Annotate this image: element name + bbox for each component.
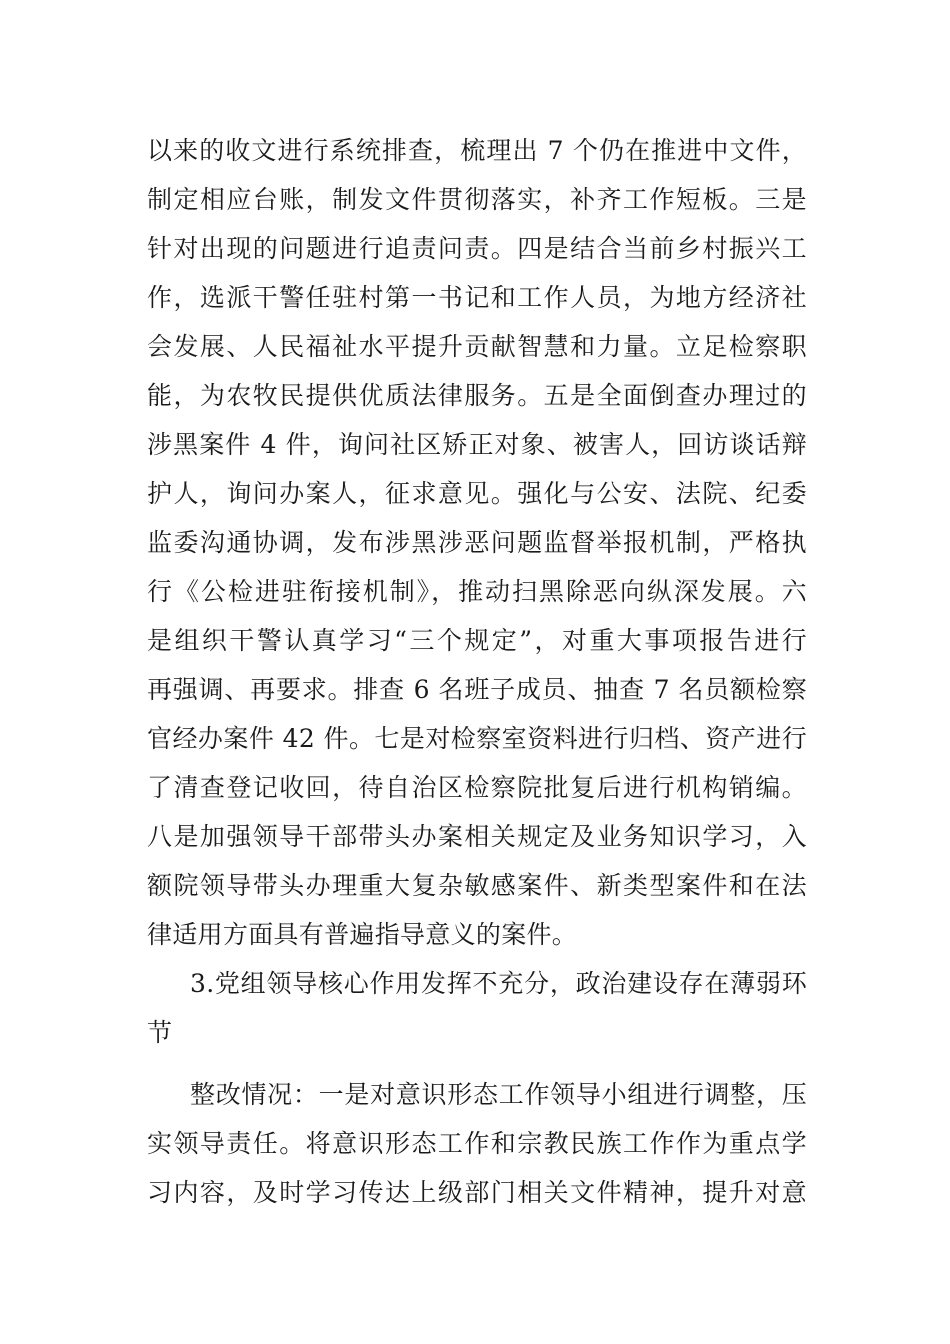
paragraph-line: 监委沟通协调，发布涉黑涉恶问题监督举报机制，严格执 <box>147 528 807 557</box>
paragraph-line: 律适用方面具有普遍指导意义的案件。 <box>147 920 578 949</box>
paragraph-line: 作，选派干警任驻村第一书记和工作人员，为地方经济社 <box>147 283 807 312</box>
paragraph-line: 额院领导带头办理重大复杂敏感案件、新类型案件和在法 <box>147 871 807 900</box>
paragraph-line: 涉黑案件 4 件，询问社区矫正对象、被害人，回访谈话辩 <box>147 430 807 459</box>
paragraph-line: 习内容，及时学习传达上级部门相关文件精神，提升对意 <box>147 1178 807 1207</box>
paragraph-line: 八是加强领导干部带头办案相关规定及业务知识学习，入 <box>147 822 807 851</box>
paragraph-line: 再强调、再要求。排查 6 名班子成员、抽查 7 名员额检察 <box>147 675 807 704</box>
paragraph-line: 是组织干警认真学习“三个规定”，对重大事项报告进行 <box>147 626 807 655</box>
paragraph-line: 官经办案件 42 件。七是对检察室资料进行归档、资产进行 <box>147 724 807 753</box>
paragraph-line: 以来的收文进行系统排查，梳理出 7 个仍在推进中文件， <box>147 136 807 165</box>
paragraph-line: 能，为农牧民提供优质法律服务。五是全面倒查办理过的 <box>147 381 807 410</box>
paragraph-line: 了清查登记收回，待自治区检察院批复后进行机构销编。 <box>147 773 807 802</box>
paragraph-line: 实领导责任。将意识形态工作和宗教民族工作作为重点学 <box>147 1129 807 1158</box>
paragraph-line: 护人，询问办案人，征求意见。强化与公安、法院、纪委 <box>147 479 807 508</box>
paragraph-line: 制定相应台账，制发文件贯彻落实，补齐工作短板。三是 <box>147 185 807 214</box>
paragraph-line: 行《公检进驻衔接机制》，推动扫黑除恶向纵深发展。六 <box>147 577 807 606</box>
paragraph-line: 会发展、人民福祉水平提升贡献智慧和力量。立足检察职 <box>147 332 807 361</box>
paragraph-line: 针对出现的问题进行追责问责。四是结合当前乡村振兴工 <box>147 234 807 263</box>
section-heading-line: 节 <box>147 1018 173 1047</box>
paragraph-line: 整改情况：一是对意识形态工作领导小组进行调整，压 <box>190 1080 807 1109</box>
section-heading-line: 3.党组领导核心作用发挥不充分，政治建设存在薄弱环 <box>190 969 807 998</box>
